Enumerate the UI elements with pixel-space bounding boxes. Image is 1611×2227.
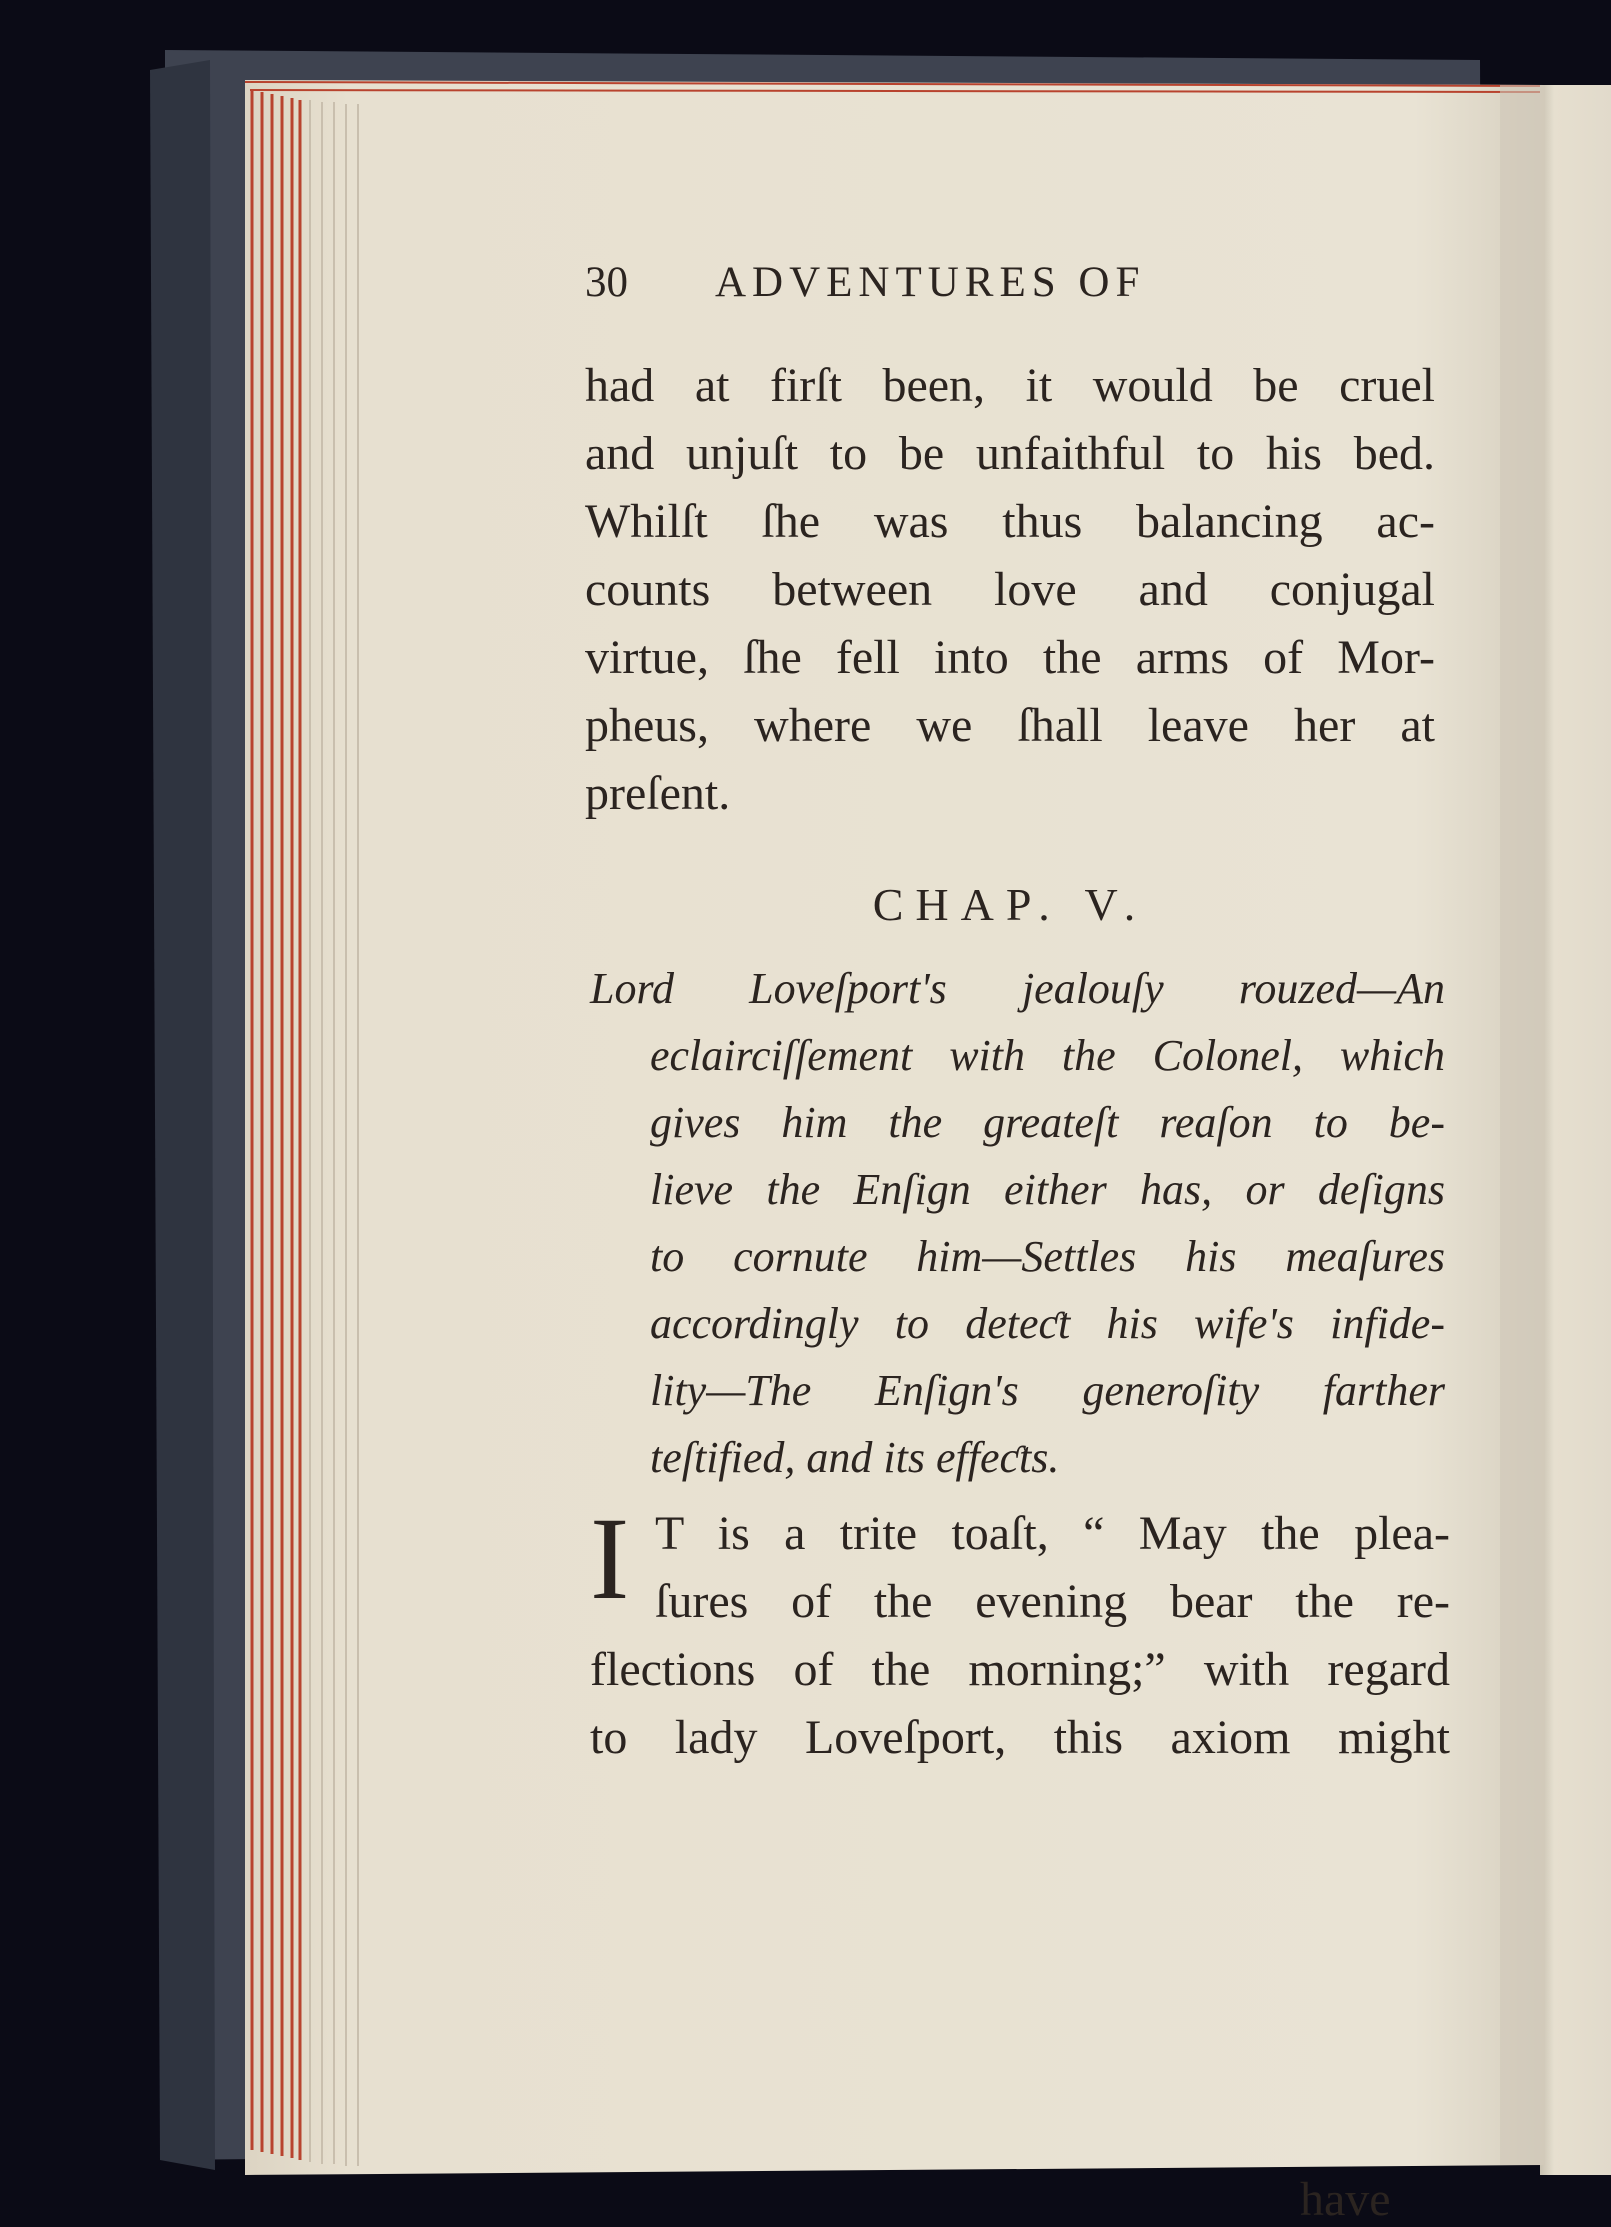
chapter-opening: [590, 1493, 1450, 1772]
text-line: had at firſt been, it would be cruel: [585, 359, 1435, 412]
running-head-title: ADVENTURES OF: [715, 259, 1146, 306]
text-line: ſures of the evening bear the re-: [655, 1575, 1450, 1628]
summary-line: teſtified, and its effeƈts.: [650, 1433, 1060, 1482]
chapter-title: CHAP. V.: [872, 879, 1148, 930]
text-line: Whilſt ſhe was thus balancing ac-: [585, 495, 1435, 548]
summary-line: lieve the Enſign either has, or deſigns: [650, 1165, 1445, 1214]
text-line: preſent.: [585, 767, 731, 820]
drop-cap: I: [590, 1493, 630, 1624]
text-line: counts between love and conjugal: [585, 563, 1435, 616]
summary-line: accordingly to deteƈt his wife's infide-: [650, 1299, 1445, 1348]
body-text: [585, 352, 1435, 828]
text-line: virtue, ſhe fell into the arms of Mor-: [585, 631, 1435, 684]
running-header: [585, 258, 1345, 308]
text-line: to lady Loveſport, this axiom might: [590, 1711, 1450, 1764]
next-page-edge: [1540, 85, 1611, 2175]
page-number: 30: [585, 259, 628, 306]
summary-line: eclairciſſement with the Colonel, which: [650, 1031, 1445, 1080]
text-line: pheus, where we ſhall leave her at: [585, 699, 1435, 752]
text-line: flections of the morning;” with regard: [590, 1643, 1450, 1696]
catchword: have: [1300, 2173, 1391, 2226]
summary-line: Lord Loveſport's jealouſy rouzed—An: [590, 964, 1445, 1013]
summary-line: to cornute him—Settles his meaſures: [650, 1232, 1445, 1281]
text-line: and unjuſt to be unfaithful to his bed.: [585, 427, 1435, 480]
summary-line: gives him the greateſt reaſon to be-: [650, 1098, 1445, 1147]
summary-line: lity—The Enſign's generoſity farther: [650, 1366, 1445, 1415]
text-line: T is a trite toaſt, “ May the plea-: [655, 1507, 1450, 1560]
chapter-summary: [590, 955, 1445, 1491]
